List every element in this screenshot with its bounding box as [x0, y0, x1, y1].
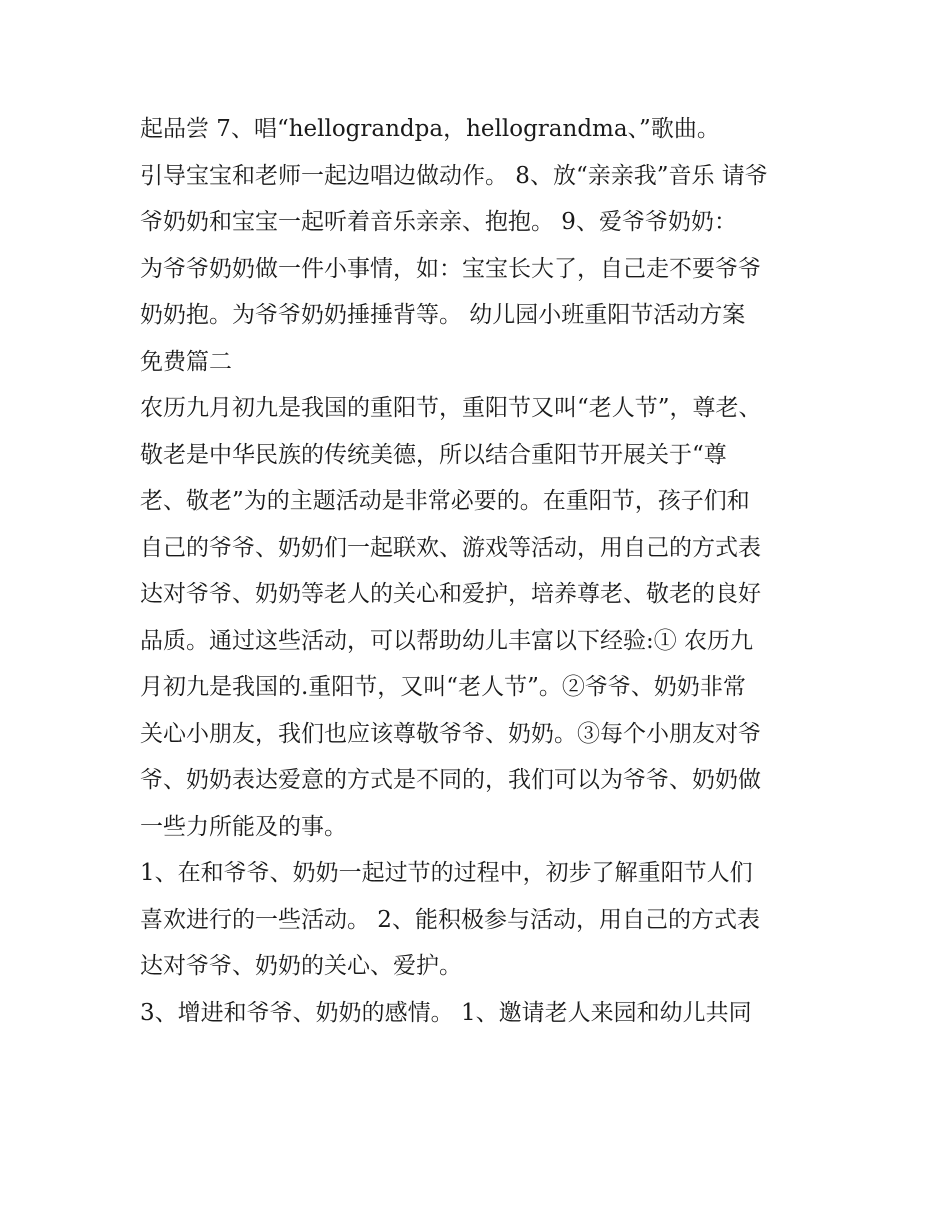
document-body: [140, 106, 830, 1036]
text-line: 喜欢进行的一些活动。 2、能积极参与活动，用自己的方式表: [140, 906, 760, 933]
text-line: 1、在和爷爷、奶奶一起过节的过程中，初步了解重阳节人们: [140, 860, 753, 886]
text-line: 老、敬老”为的主题活动是非常必要的。在重阳节，孩子们和: [140, 488, 750, 514]
text-line: 免费篇二: [140, 348, 232, 375]
text-line: 关心小朋友，我们也应该尊敬爷爷、奶奶。③每个小朋友对爷: [140, 720, 761, 747]
text-line: 起品尝 7、唱“hellograndpa，hellograndma、”歌曲。: [140, 116, 720, 142]
text-line: 农历九月初九是我国的重阳节，重阳节又叫“老人节”，尊老、: [140, 395, 762, 421]
text-line: 品质。通过这些活动，可以帮助幼儿丰富以下经验:① 农历九: [140, 627, 754, 654]
text-line: 敬老是中华民族的传统美德，所以结合重阳节开展关于“尊: [140, 441, 727, 468]
text-line: 一些力所能及的事。: [140, 813, 347, 840]
text-line: 爷奶奶和宝宝一起听着音乐亲亲、抱抱。 9、爱爷爷奶奶：: [140, 209, 737, 235]
text-line: 自己的爷爷、奶奶们一起联欢、游戏等活动，用自己的方式表: [140, 534, 761, 561]
text-line: 3、增进和爷爷、奶奶的感情。 1、邀请老人来园和幼儿共同: [140, 999, 752, 1026]
text-line: 达对爷爷、奶奶的关心、爱护。: [140, 953, 462, 979]
text-line: 奶奶抱。为爷爷奶奶捶捶背等。 幼儿园小班重阳节活动方案: [140, 302, 746, 328]
text-line: 月初九是我国的.重阳节，又叫“老人节”。②爷爷、奶奶非常: [140, 674, 746, 700]
text-line: 引导宝宝和老师一起边唱边做动作。 8、放“亲亲我”音乐 请爷: [140, 162, 768, 189]
text-line: 为爷爷奶奶做一件小事情，如：宝宝长大了，自己走不要爷爷: [140, 255, 761, 282]
text-line: 爷、奶奶表达爱意的方式是不同的，我们可以为爷爷、奶奶做: [140, 767, 761, 793]
text-line: 达对爷爷、奶奶等老人的关心和爱护，培养尊老、敬老的良好: [140, 581, 761, 607]
